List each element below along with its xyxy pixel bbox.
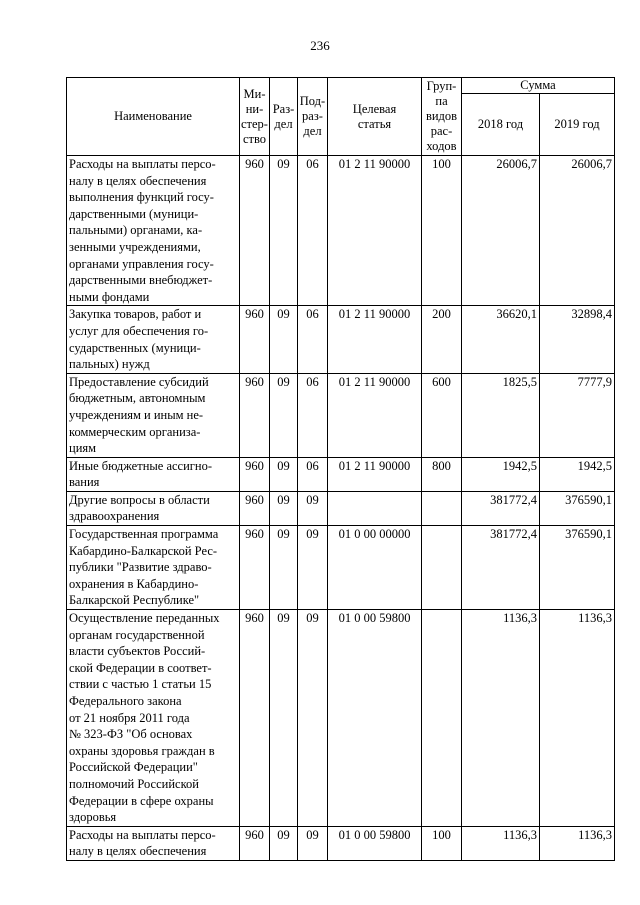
row-subsection: 09 — [298, 610, 328, 827]
table-header — [67, 78, 615, 156]
row-name: Расходы на выплаты персо- налу в целях обеспечения — [67, 826, 240, 860]
row-amount-2018: 1136,3 — [462, 610, 540, 827]
row-amount-2019: 26006,7 — [540, 156, 615, 306]
row-target: 01 0 00 59800 — [328, 826, 422, 860]
row-group: 600 — [422, 373, 462, 457]
row-subsection: 09 — [298, 491, 328, 525]
row-ministry: 960 — [240, 156, 270, 306]
row-section: 09 — [270, 457, 298, 491]
row-amount-2019: 376590,1 — [540, 526, 615, 610]
row-amount-2018: 1825,5 — [462, 373, 540, 457]
row-amount-2019: 7777,9 — [540, 373, 615, 457]
row-group — [422, 610, 462, 827]
row-section: 09 — [270, 526, 298, 610]
row-subsection: 09 — [298, 826, 328, 860]
row-amount-2018: 381772,4 — [462, 526, 540, 610]
row-ministry: 960 — [240, 457, 270, 491]
row-section: 09 — [270, 156, 298, 306]
row-subsection: 06 — [298, 156, 328, 306]
row-subsection: 09 — [298, 526, 328, 610]
row-target: 01 2 11 90000 — [328, 373, 422, 457]
header-ministry: Ми- ни- стер- ство — [240, 78, 270, 156]
row-amount-2019: 1942,5 — [540, 457, 615, 491]
row-amount-2019: 1136,3 — [540, 826, 615, 860]
table-row — [67, 610, 615, 827]
page-number: 236 — [310, 38, 330, 53]
row-subsection: 06 — [298, 457, 328, 491]
row-ministry: 960 — [240, 373, 270, 457]
header-year-2018: 2018 год — [462, 94, 540, 156]
row-name: Закупка товаров, работ и услуг для обеспечения го- сударственных (муници- пальных) нужд — [67, 306, 240, 373]
row-name: Другие вопросы в области здравоохранения — [67, 491, 240, 525]
row-name: Предоставление субсидий бюджетным, автономным учреждениям и иным не- коммерческим организа- циям — [67, 373, 240, 457]
row-subsection: 06 — [298, 306, 328, 373]
row-section: 09 — [270, 610, 298, 827]
header-subsection: Под- раз- дел — [298, 78, 328, 156]
row-target — [328, 491, 422, 525]
header-sum: Сумма — [462, 78, 615, 94]
row-group: 100 — [422, 156, 462, 306]
row-section: 09 — [270, 373, 298, 457]
row-section: 09 — [270, 306, 298, 373]
row-target: 01 2 11 90000 — [328, 156, 422, 306]
table-body — [67, 156, 615, 861]
row-ministry: 960 — [240, 526, 270, 610]
table-row — [67, 491, 615, 525]
row-amount-2018: 36620,1 — [462, 306, 540, 373]
row-name: Государственная программа Кабардино-Балкарской Рес- публики "Развитие здраво- охранения в Кабардино- Балкарской Республике" — [67, 526, 240, 610]
row-group: 800 — [422, 457, 462, 491]
row-target: 01 0 00 00000 — [328, 526, 422, 610]
row-amount-2019: 376590,1 — [540, 491, 615, 525]
table-row — [67, 156, 615, 306]
row-amount-2018: 26006,7 — [462, 156, 540, 306]
row-group: 100 — [422, 826, 462, 860]
row-ministry: 960 — [240, 491, 270, 525]
row-target: 01 2 11 90000 — [328, 457, 422, 491]
row-target: 01 2 11 90000 — [328, 306, 422, 373]
budget-table — [66, 77, 615, 861]
row-section: 09 — [270, 491, 298, 525]
row-name: Осуществление переданных органам государственной власти субъектов Россий- ской Федерации в соответ- ствии с частью 1 статьи 15 Федерального закона от 21 ноября 2011 года № 323-ФЗ "Об основах охраны здоровья граждан в Российской Федерации" полномочий Российской Федерации в сфере охраны здоровья — [67, 610, 240, 827]
row-section: 09 — [270, 826, 298, 860]
header-group: Груп- па видов рас- ходов — [422, 78, 462, 156]
row-ministry: 960 — [240, 610, 270, 827]
table-row — [67, 306, 615, 373]
row-subsection: 06 — [298, 373, 328, 457]
row-name: Иные бюджетные ассигно- вания — [67, 457, 240, 491]
row-amount-2019: 1136,3 — [540, 610, 615, 827]
row-ministry: 960 — [240, 306, 270, 373]
row-ministry: 960 — [240, 826, 270, 860]
header-target: Целевая статья — [328, 78, 422, 156]
row-amount-2018: 1136,3 — [462, 826, 540, 860]
row-name: Расходы на выплаты персо- налу в целях обеспечения выполнения функций госу- дарственными (муници- пальными) органами, ка- зенными учреждениями, органами управления госу- дарственными внебюджет- ными фондами — [67, 156, 240, 306]
header-name: Наименование — [67, 78, 240, 156]
row-group: 200 — [422, 306, 462, 373]
row-group — [422, 526, 462, 610]
table-row — [67, 373, 615, 457]
table-row — [67, 826, 615, 860]
row-amount-2018: 381772,4 — [462, 491, 540, 525]
table-row — [67, 526, 615, 610]
row-target: 01 0 00 59800 — [328, 610, 422, 827]
header-year-2019: 2019 год — [540, 94, 615, 156]
header-section: Раз- дел — [270, 78, 298, 156]
row-amount-2019: 32898,4 — [540, 306, 615, 373]
row-group — [422, 491, 462, 525]
row-amount-2018: 1942,5 — [462, 457, 540, 491]
table-row — [67, 457, 615, 491]
